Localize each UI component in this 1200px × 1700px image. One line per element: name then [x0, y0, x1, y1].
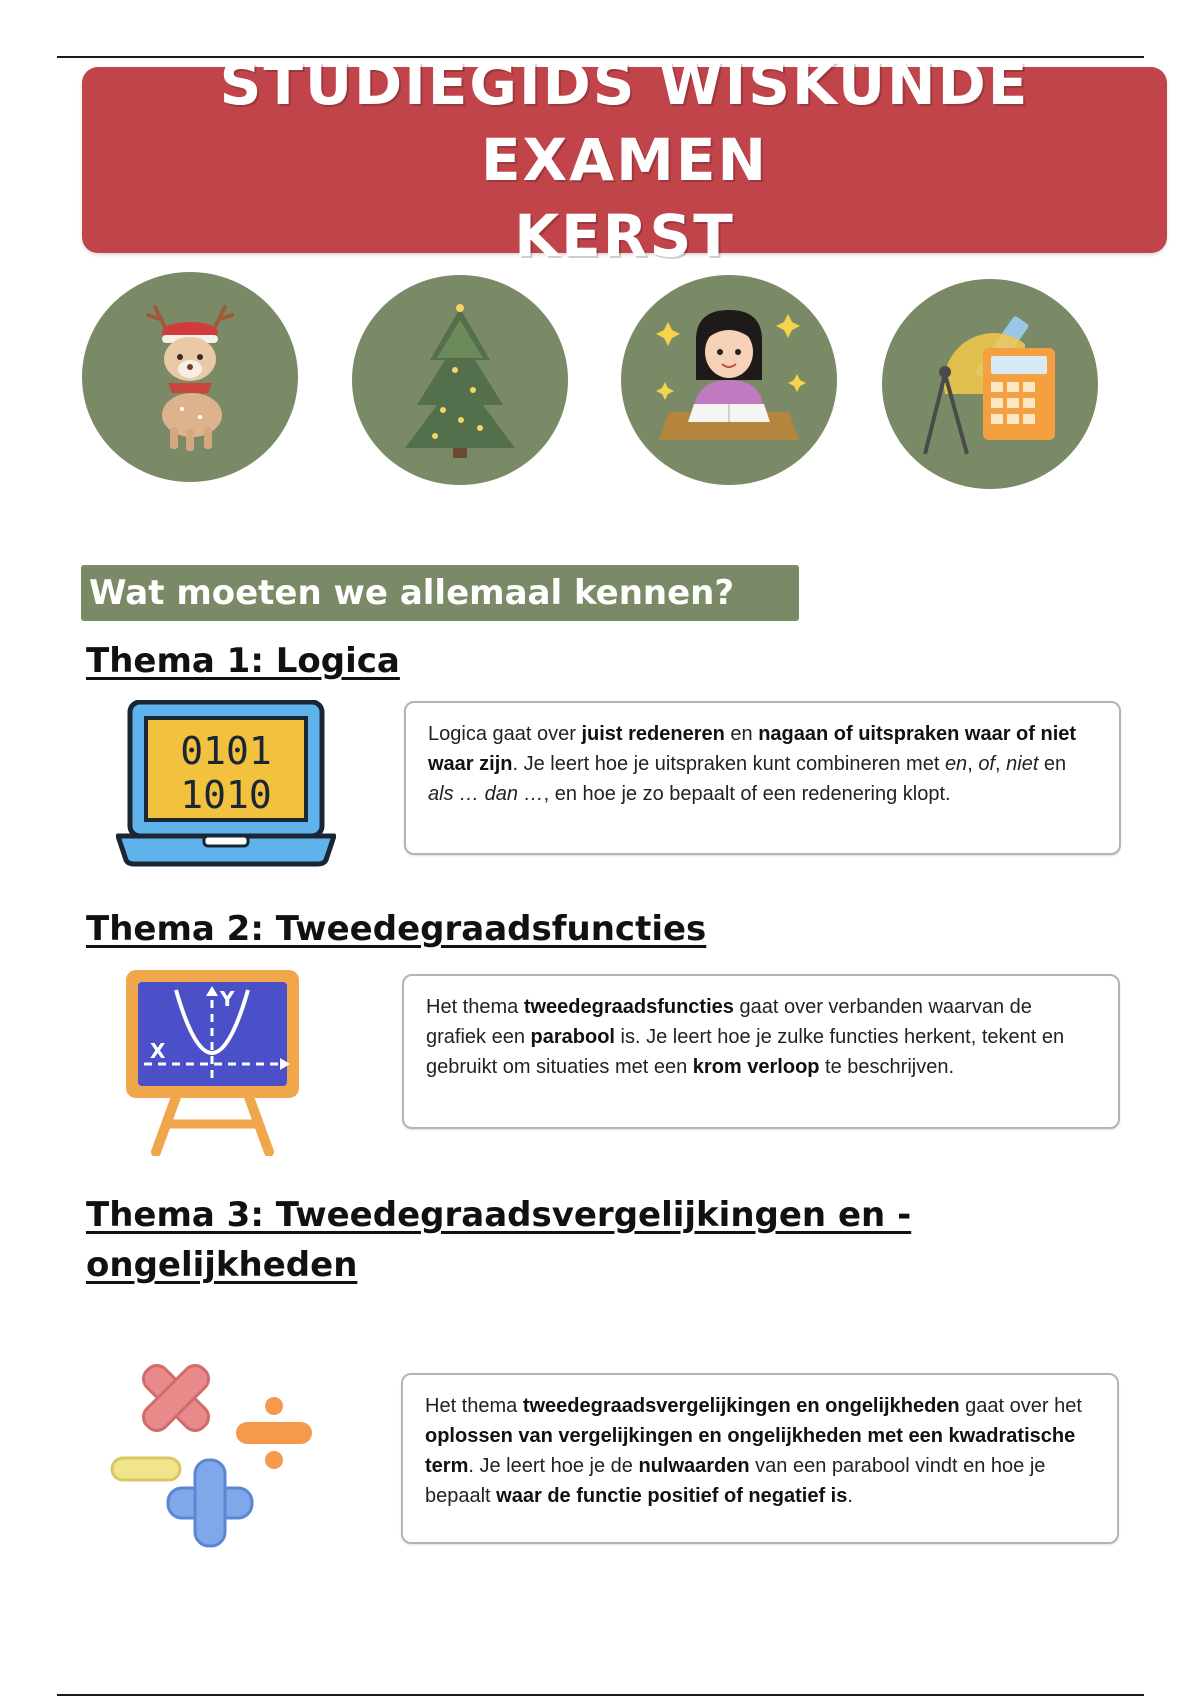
reindeer-icon	[130, 297, 250, 457]
parabola-board-icon	[120, 966, 305, 1156]
student-circle	[621, 275, 837, 485]
studying-girl-icon	[644, 300, 814, 460]
title-banner	[82, 50, 1167, 270]
math-tools-circle	[882, 279, 1098, 489]
theme-2-title: Thema 2: Tweedegraadsfuncties	[86, 909, 707, 949]
math-tools-icon	[905, 304, 1075, 464]
reindeer-circle	[82, 272, 298, 482]
bottom-rule	[57, 1694, 1144, 1696]
title-line-2: KERST	[514, 202, 735, 270]
theme-2-description: Het thema tweedegraadsfuncties gaat over verbanden waarvan de grafiek een parabool is. Je leert hoe je zulke functies herkent, tekent en gebruikt om situaties met een krom verloop te beschrijven.	[402, 974, 1120, 1129]
section-heading: Wat moeten we allemaal kennen?	[89, 573, 735, 613]
theme-3-title-line-1: Thema 3: Tweedegraadsvergelijkingen en -	[86, 1195, 912, 1235]
y-axis-label: Y	[220, 987, 235, 1011]
x-axis-label: X	[150, 1039, 166, 1063]
tree-circle	[352, 275, 568, 485]
binary-line-2: 1010	[180, 773, 272, 817]
theme-1-description: Logica gaat over juist redeneren en nagaan of uitspraken waar of niet waar zijn. Je leert hoe je uitspraken kunt combineren met en, of, niet en als … dan …, en hoe je zo bepaalt of een redenering klopt.	[404, 701, 1121, 855]
theme-1-title: Thema 1: Logica	[86, 641, 400, 681]
christmas-tree-icon	[395, 300, 525, 460]
binary-line-1: 0101	[180, 729, 272, 773]
math-operators-icon	[108, 1356, 318, 1556]
title-line-1: STUDIEGIDS WISKUNDE EXAMEN	[219, 50, 1030, 194]
theme-3-description: Het thema tweedegraadsvergelijkingen en ongelijkheden gaat over het oplossen van vergelijkingen en ongelijkheden met een kwadratische term. Je leert hoe je de nulwaarden van een parabool vindt en hoe je bepaalt waar de functie positief of negatief is.	[401, 1373, 1119, 1544]
section-heading-bar	[81, 565, 799, 621]
theme-3-title-line-2: ongelijkheden	[86, 1245, 358, 1285]
theme-3-title	[86, 1190, 911, 1290]
laptop-binary-icon	[116, 700, 336, 868]
